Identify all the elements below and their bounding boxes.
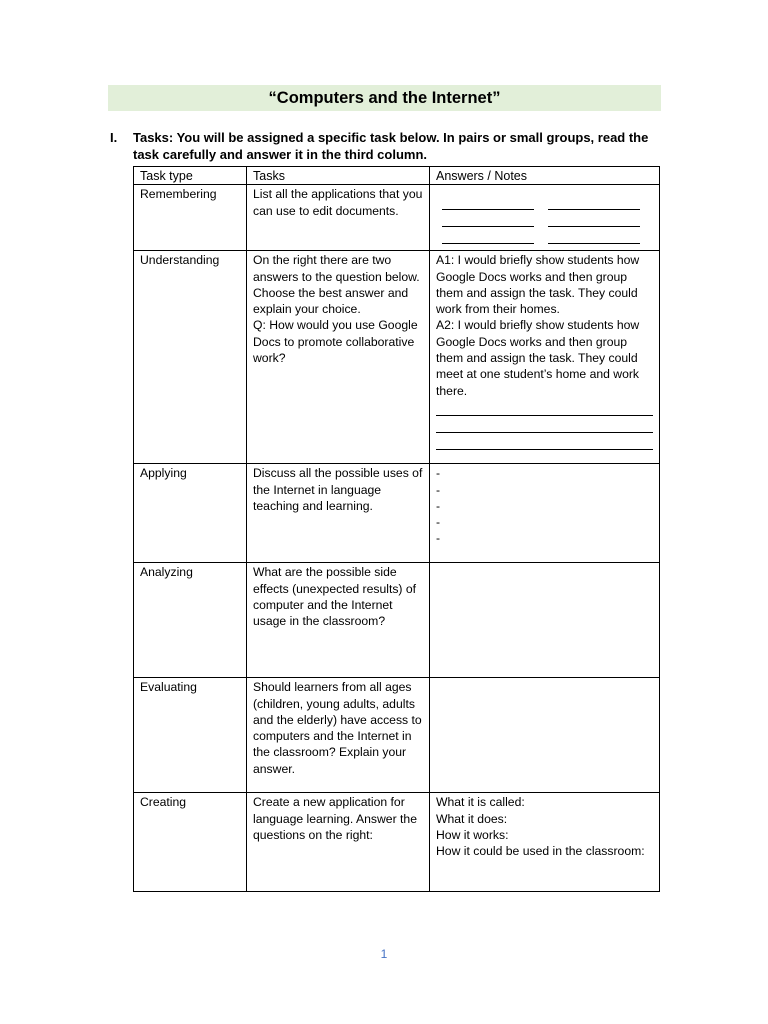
header-answers-notes: Answers / Notes	[430, 167, 660, 185]
instructions-text: Tasks: You will be assigned a specific task below. In pairs or small groups, read the task carefully and answer it in the third column.	[133, 130, 649, 162]
task-cell: What are the possible side effects (unexpected results) of computer and the Internet usage in the classroom?	[247, 563, 430, 678]
answer-cell[interactable]	[430, 678, 660, 793]
table-row	[134, 464, 660, 563]
table-row	[134, 678, 660, 793]
header-task-type: Task type	[134, 167, 247, 185]
task-type-cell: Remembering	[134, 185, 247, 251]
bullet-item: -	[436, 466, 441, 481]
section-number: I.	[110, 130, 118, 145]
blank-line[interactable]	[548, 228, 640, 244]
task-type-cell: Analyzing	[134, 563, 247, 678]
answer-cell[interactable]	[430, 185, 660, 251]
blank-line[interactable]	[442, 211, 534, 227]
prompt-classroom-use: How it could be used in the classroom:	[436, 844, 645, 859]
task-cell: Create a new application for language learning. Answer the questions on the right:	[247, 793, 430, 892]
answer-blanks[interactable]	[436, 186, 653, 245]
blank-line[interactable]	[548, 194, 640, 210]
task-type-cell: Understanding	[134, 251, 247, 464]
header-tasks: Tasks	[247, 167, 430, 185]
table-header-row	[134, 167, 660, 185]
answer-cell[interactable]	[430, 793, 660, 892]
prompt-function: What it does:	[436, 811, 508, 826]
task-text: On the right there are two answers to the question below. Choose the best answer and explain your choice.	[253, 253, 420, 317]
tasks-table	[133, 166, 660, 892]
answer-cell[interactable]	[430, 563, 660, 678]
page-number: 1	[380, 947, 388, 961]
blank-line[interactable]	[436, 416, 653, 433]
document-title: “Computers and the Internet”	[108, 85, 661, 111]
blank-line[interactable]	[436, 399, 653, 416]
task-type-cell: Evaluating	[134, 678, 247, 793]
table-row	[134, 563, 660, 678]
answer-option-1: A1: I would briefly show students how Google Docs works and then group them and assign the task. They could work from their homes.	[436, 253, 640, 317]
answer-cell[interactable]	[430, 464, 660, 563]
task-cell: Should learners from all ages (children, young adults, adults and the elderly) have access to computers and the Internet in the classroom? Explain your answer.	[247, 678, 430, 793]
prompt-mechanism: How it works:	[436, 827, 509, 842]
bullet-item: -	[436, 498, 441, 513]
blank-line[interactable]	[436, 433, 653, 450]
bullet-item: -	[436, 515, 441, 530]
blank-line[interactable]	[548, 211, 640, 227]
table-row	[134, 251, 660, 464]
task-type-cell: Creating	[134, 793, 247, 892]
answer-cell[interactable]	[430, 251, 660, 464]
task-type-cell: Applying	[134, 464, 247, 563]
table-row	[134, 793, 660, 892]
bullet-item: -	[436, 482, 441, 497]
task-cell: Discuss all the possible uses of the Internet in language teaching and learning.	[247, 464, 430, 563]
blank-line[interactable]	[442, 228, 534, 244]
prompt-name: What it is called:	[436, 795, 525, 810]
blank-line[interactable]	[442, 194, 534, 210]
task-cell	[247, 251, 430, 464]
answer-option-2: A2: I would briefly show students how Google Docs works and then group them and assign the task. They could meet at one student’s home and work there.	[436, 318, 640, 398]
bullet-item: -	[436, 531, 441, 546]
task-question: Q: How would you use Google Docs to promote collaborative work?	[253, 318, 418, 366]
table-row	[134, 185, 660, 251]
task-cell: List all the applications that you can use to edit documents.	[247, 185, 430, 251]
